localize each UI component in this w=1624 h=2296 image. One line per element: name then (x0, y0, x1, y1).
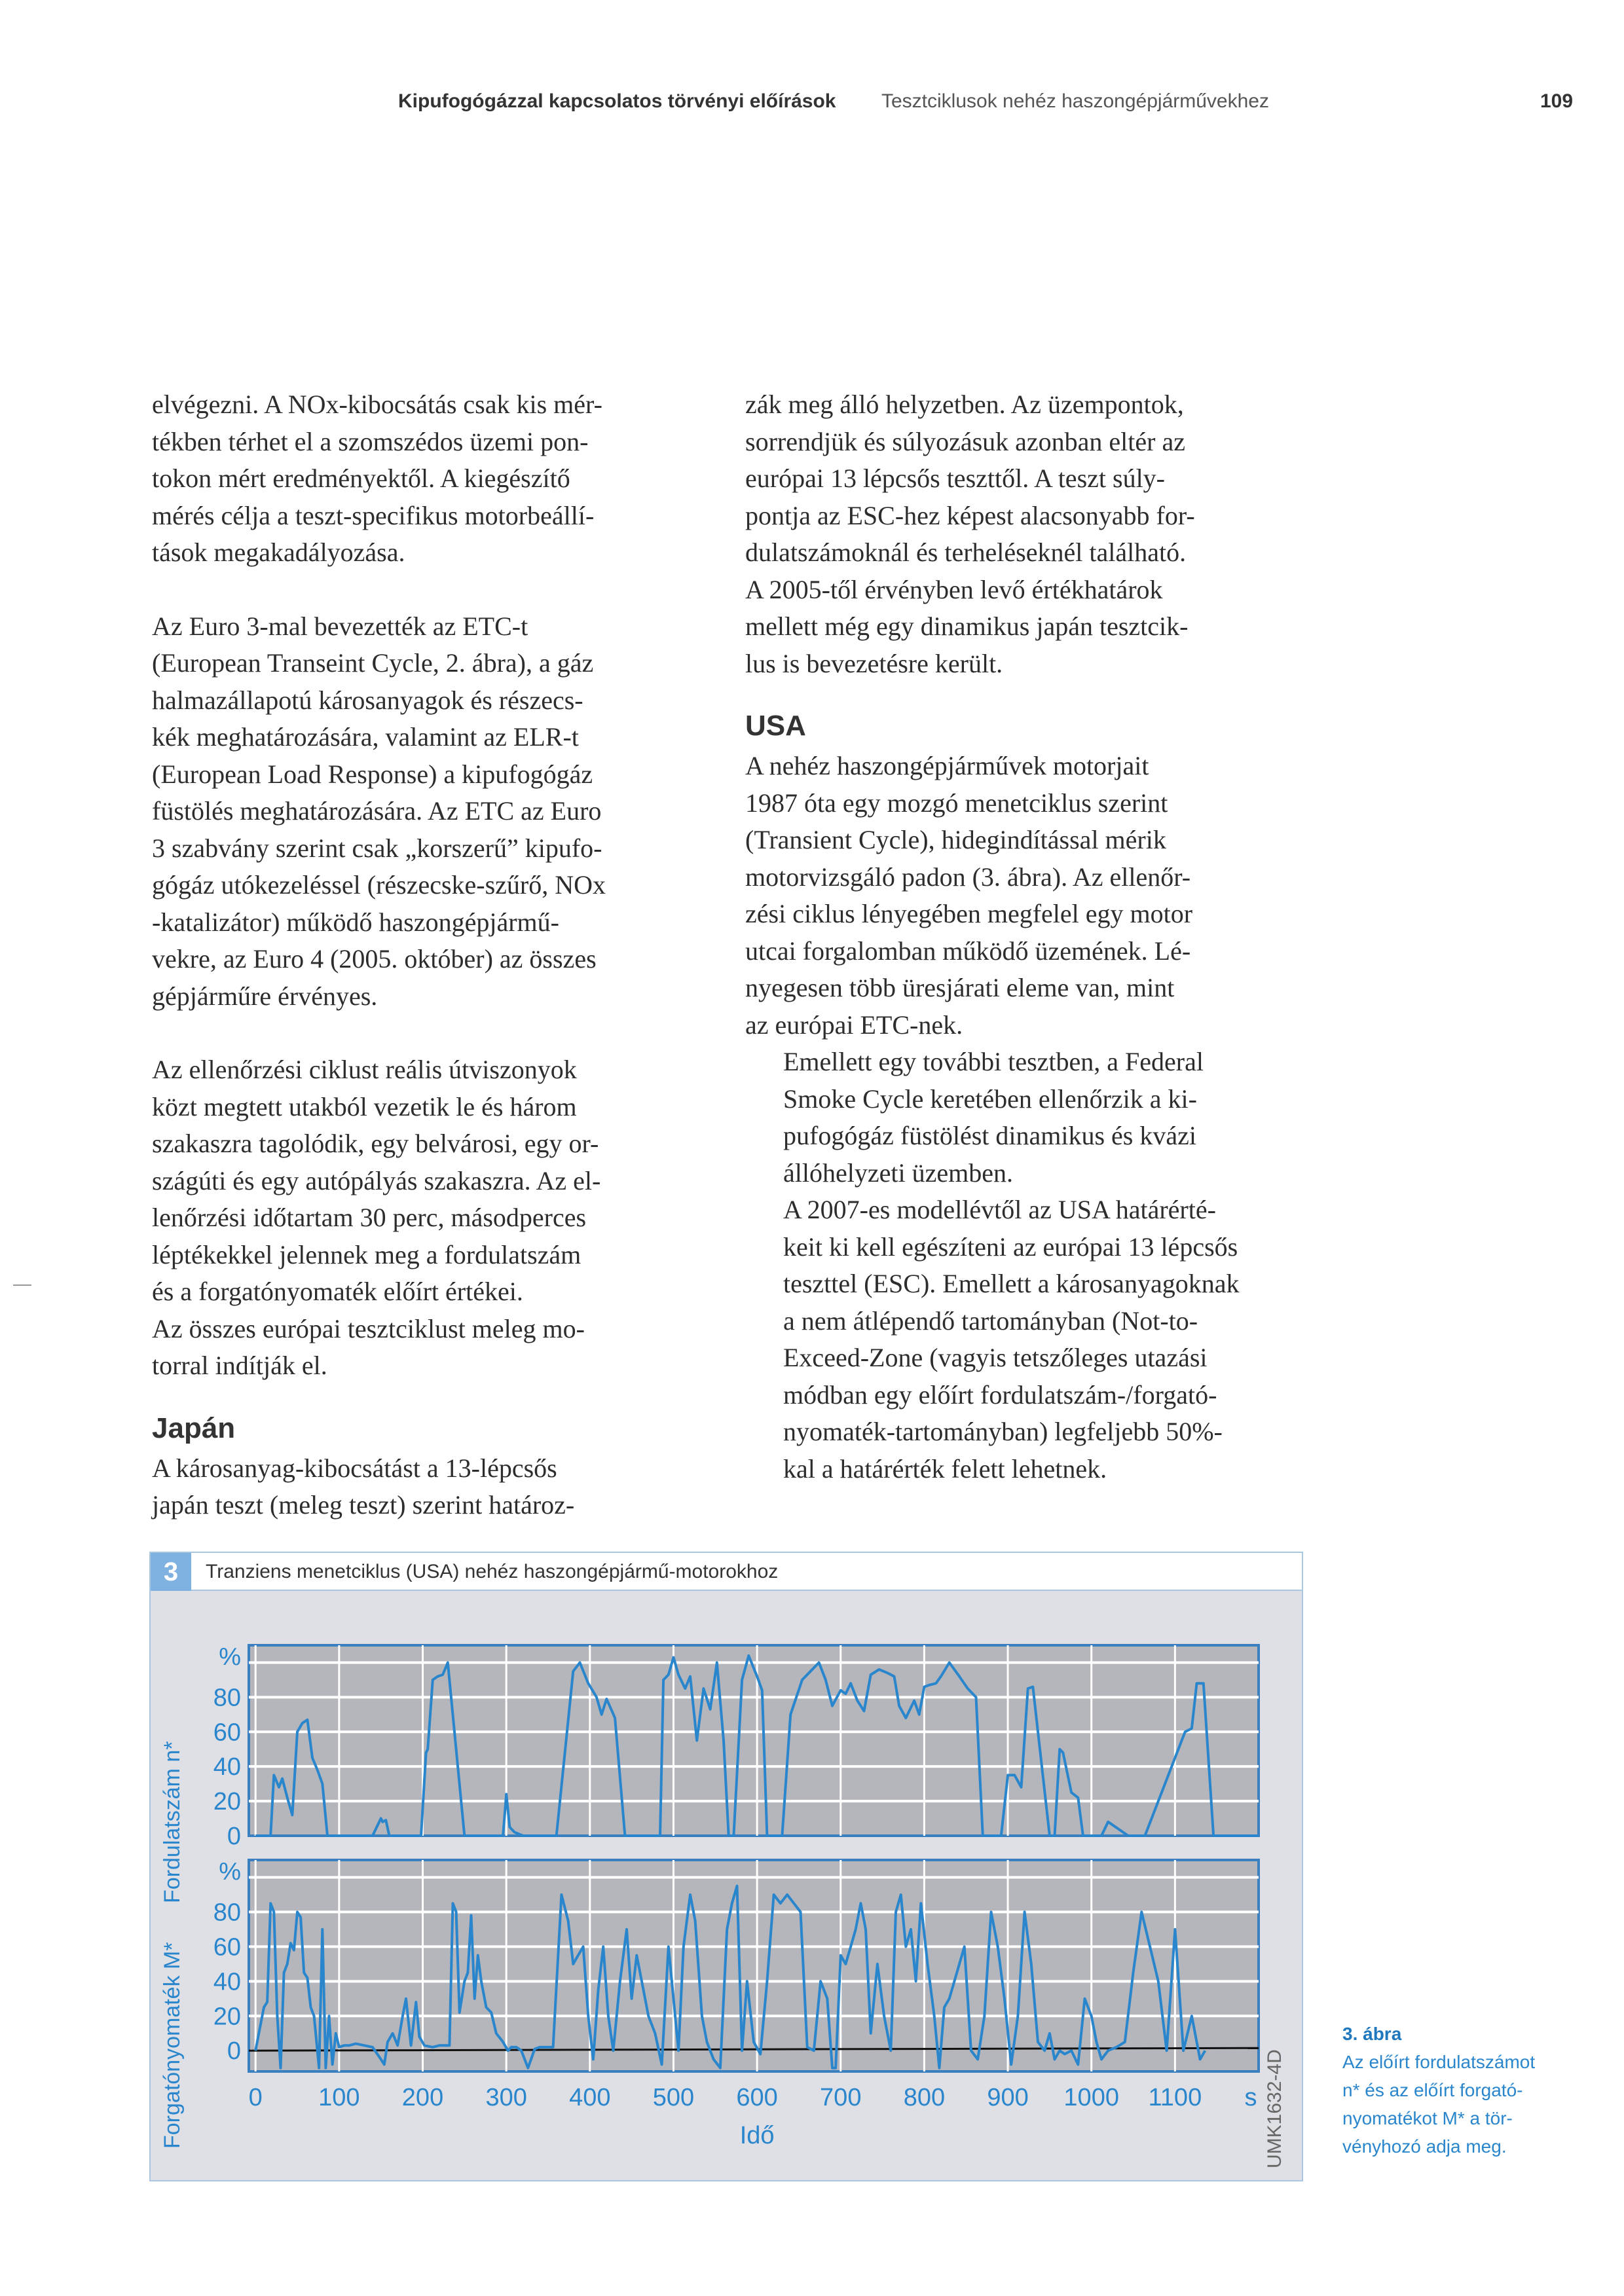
caption-line: vényhozó adja meg. (1342, 2136, 1507, 2157)
text-line: tékben térhet el a szomszédos üzemi pon- (152, 426, 589, 456)
text-line: zák meg álló helyzetben. Az üzempontok, (745, 390, 1184, 419)
transient-cycle-chart (151, 1553, 1304, 2183)
svg-text:100: 100 (318, 2084, 360, 2111)
chapter-title: Kipufogógázzal kapcsolatos törvényi előírások (398, 90, 836, 112)
svg-text:600: 600 (736, 2084, 778, 2111)
text-line: a nem átlépendő tartományban (Not-to- (783, 1305, 1198, 1336)
text-line: módban egy előírt fordulatszám-/forgató- (783, 1379, 1217, 1410)
text-line: lus is bevezetésre került. (745, 648, 1003, 678)
svg-text:400: 400 (569, 2084, 611, 2111)
text-line: japán teszt (meleg teszt) szerint határoz- (152, 1490, 575, 1520)
svg-text:300: 300 (485, 2084, 527, 2111)
paragraph (745, 1192, 1308, 1487)
text-line: kal a határérték felett lehetnek. (783, 1453, 1107, 1484)
figure-title: Tranziens menetciklus (USA) nehéz haszongépjármű-motorokhoz (191, 1553, 1302, 1591)
text-line: A nehéz haszongépjárművek motorjait (745, 751, 1149, 780)
svg-text:s: s (1244, 2084, 1257, 2111)
paragraph (745, 1044, 1308, 1192)
paragraph (745, 386, 1308, 682)
paragraph (152, 608, 709, 1015)
text-line: pontja az ESC-hez képest alacsonyabb for- (745, 500, 1195, 530)
text-line: dulatszámoknál és terheléseknél található. (745, 538, 1187, 567)
svg-text:60: 60 (213, 1933, 241, 1961)
text-line: Smoke Cycle keretében ellenőrzik a ki- (783, 1084, 1197, 1114)
text-line: Az összes európai tesztciklust meleg mo- (152, 1313, 585, 1343)
text-line: gógáz utókezeléssel (részecske-szűrő, NOx (152, 870, 606, 900)
svg-text:60: 60 (213, 1719, 241, 1747)
text-line: szakaszra tagolódik, egy belvárosi, egy or- (152, 1129, 599, 1158)
text-line: vekre, az Euro 4 (2005. október) az összes (152, 944, 597, 974)
text-line: teszttel (ESC). Emellett a károsanyagoknak (783, 1269, 1240, 1298)
figure-caption (1342, 2020, 1604, 2160)
svg-text:0: 0 (248, 2084, 263, 2111)
page-number: 109 (1540, 90, 1574, 112)
text-line: halmazállapotú károsanyagok és részecs- (152, 685, 583, 715)
caption-line: n* és az előírt forgató- (1342, 2080, 1523, 2100)
svg-text:%: % (219, 1858, 241, 1886)
text-line: (European Load Response) a kipufogógáz (152, 759, 593, 789)
svg-text:1000: 1000 (1063, 2084, 1119, 2111)
text-line: gépjárműre érvényes. (152, 981, 378, 1011)
svg-text:1100: 1100 (1148, 2084, 1202, 2111)
paragraph (152, 1450, 709, 1524)
text-line: zési ciklus lényegében megfelel egy motor (745, 899, 1193, 928)
heading-japan: Japán (152, 1412, 236, 1444)
svg-text:500: 500 (652, 2084, 695, 2111)
text-line: 3 szabvány szerint csak „korszerű” kipufo- (152, 833, 602, 863)
left-column (152, 386, 709, 1524)
text-line: 1987 óta egy mozgó menetciklus szerint (745, 788, 1168, 818)
svg-text:40: 40 (213, 1968, 241, 1996)
svg-text:0: 0 (227, 1823, 241, 1850)
svg-text:700: 700 (820, 2084, 862, 2111)
text-line: mérés célja a teszt-specifikus motorbeállí- (152, 500, 595, 530)
svg-text:40: 40 (213, 1753, 241, 1781)
running-header (0, 90, 1624, 123)
text-line: nyegesen több üresjárati eleme van, mint (745, 973, 1175, 1002)
text-line: elvégezni. A NOx-kibocsátás csak kis mér- (152, 390, 602, 419)
text-line: lenőrzési időtartam 30 perc, másodperces (152, 1203, 587, 1232)
text-line: motorvizsgáló padon (3. ábra). Az ellenőr- (745, 862, 1191, 892)
text-line: A 2007-es modellévtől az USA határérté- (783, 1195, 1216, 1224)
text-line: léptékekkel jelennek meg a fordulatszám (152, 1239, 581, 1269)
svg-text:0: 0 (227, 2037, 241, 2066)
text-line: keit ki kell egészíteni az európai 13 lépcsős (783, 1231, 1238, 1262)
svg-text:800: 800 (903, 2084, 946, 2111)
text-line: kék meghatározására, valamint az ELR-t (152, 722, 579, 752)
text-line: A 2005-től érvényben levő értékhatárok (745, 574, 1163, 604)
text-line: A károsanyag-kibocsátást a 13-lépcsős (152, 1453, 557, 1483)
svg-text:200: 200 (401, 2084, 444, 2111)
text-line: és a forgatónyomaték előírt értékei. (152, 1277, 523, 1306)
text-line: az európai ETC-nek. (745, 1010, 963, 1040)
text-line: torral indítják el. (152, 1351, 327, 1380)
text-line: szágúti és egy autópályás szakaszra. Az el- (152, 1165, 601, 1195)
right-column (745, 386, 1308, 1487)
caption-title: 3. ábra (1342, 2024, 1402, 2044)
text-line: közt megtett utakból vezetik le és három (152, 1091, 577, 1121)
text-line: európai 13 lépcsős teszttől. A teszt súly- (745, 464, 1165, 493)
svg-text:20: 20 (213, 1788, 241, 1816)
svg-text:900: 900 (987, 2084, 1029, 2111)
caption-line: Az előírt fordulatszámot (1342, 2052, 1536, 2072)
text-line: nyomaték-tartományban) legfeljebb 50%- (783, 1417, 1223, 1446)
figure-number-badge: 3 (151, 1553, 191, 1591)
text-line: pufogógáz füstölést dinamikus és kvázi (783, 1121, 1196, 1150)
text-line: utcai forgalomban működő üzemének. Lé- (745, 936, 1191, 966)
text-line: állóhelyzeti üzemben. (783, 1157, 1013, 1188)
paragraph (152, 386, 709, 572)
section-title: Tesztciklusok nehéz haszongépjárművekhez (881, 90, 1269, 112)
text-line: mellett még egy dinamikus japán tesztcik- (745, 611, 1189, 641)
text-line: tokon mért eredményektől. A kiegészítő (152, 464, 570, 493)
figure-3 (149, 1552, 1303, 2181)
paragraph (745, 748, 1308, 1044)
text-line: Az Euro 3-mal bevezették az ETC-t (152, 611, 528, 641)
caption-line: nyomatékot M* a tör- (1342, 2108, 1513, 2128)
speed-axis-label: Fordulatszám n* (160, 1741, 185, 1903)
text-line: Az ellenőrzési ciklust reális útviszonyok (152, 1055, 577, 1084)
svg-text:Idő: Idő (739, 2122, 775, 2149)
svg-text:20: 20 (213, 2003, 241, 2031)
text-line: (Transient Cycle), hidegindítással mérik (745, 825, 1166, 854)
text-line: füstölés meghatározására. Az ETC az Euro (152, 796, 602, 826)
heading-usa: USA (745, 710, 806, 742)
text-line: Exceed-Zone (vagyis tetszőleges utazási (783, 1343, 1208, 1372)
svg-text:80: 80 (213, 1684, 241, 1712)
text-line: -katalizátor) működő haszongépjármű- (152, 907, 559, 937)
paragraph (152, 1051, 709, 1385)
svg-text:%: % (219, 1643, 241, 1671)
text-line: sorrendjük és súlyozásuk azonban eltér az (745, 426, 1185, 456)
torque-axis-label: Forgatónyomaték M* (160, 1942, 185, 2149)
text-line: tások megakadályozása. (152, 538, 405, 567)
figure-code: UMK1632-4D (1264, 2049, 1285, 2168)
text-line: (European Transeint Cycle, 2. ábra), a gáz (152, 648, 594, 678)
text-line: Emellett egy további tesztben, a Federal (783, 1047, 1204, 1076)
svg-text:80: 80 (213, 1899, 241, 1927)
margin-mark (13, 1285, 31, 1286)
